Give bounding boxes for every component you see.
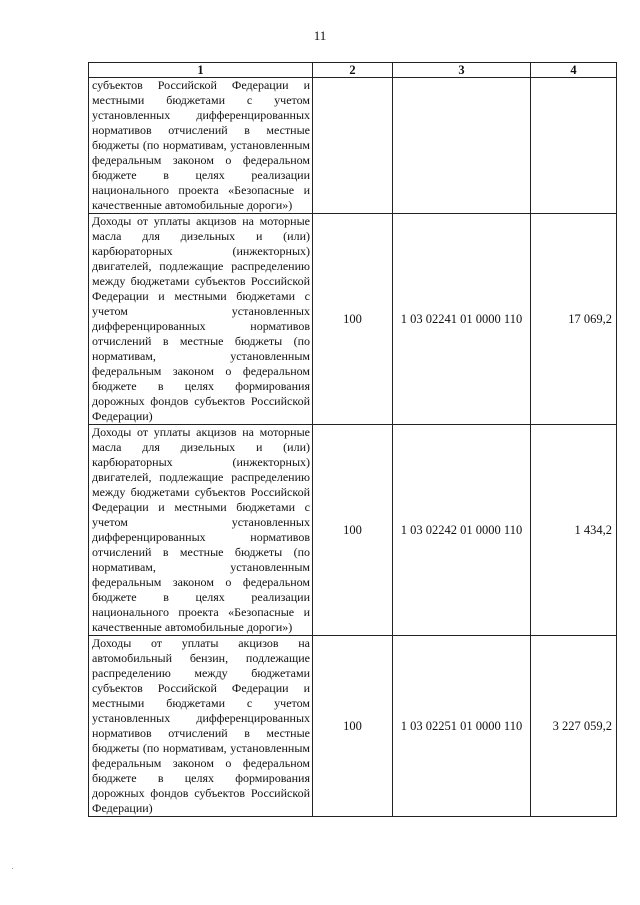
- page-number: 11: [313, 28, 327, 43]
- admin-code-cell: [313, 78, 393, 214]
- kbk-code-cell: 1 03 02251 01 0000 110: [393, 636, 531, 817]
- admin-code-cell: 100: [313, 214, 393, 425]
- table-row: [89, 636, 617, 817]
- revenue-description: субъектов Российской Федерации и местными бюджетами с учетом установленных дифференцированных нормативов отчислений в местные бюджеты (по нормативам, установленным федеральным законом о федеральном бюджете в целях реализации национального проекта «Безопасные и качественные автомобильные дороги»): [89, 78, 313, 214]
- column-header-1: 1: [89, 63, 313, 78]
- table-header-row: [89, 63, 617, 78]
- kbk-code-cell: 1 03 02242 01 0000 110: [393, 425, 531, 636]
- revenue-description: Доходы от уплаты акцизов на моторные масла для дизельных и (или) карбюраторных (инжекторных) двигателей, подлежащие распределению между бюджетами субъектов Российской Федерации и местными бюджетами с учетом установленных дифференцированных нормативов отчислений в местные бюджеты (по нормативам, установленным федеральным законом о федеральном бюджете в целях формирования дорожных фондов субъектов Российской Федерации): [89, 214, 313, 425]
- kbk-code-cell: 1 03 02241 01 0000 110: [393, 214, 531, 425]
- table-row: [89, 214, 617, 425]
- kbk-code-cell: [393, 78, 531, 214]
- table-row: [89, 78, 617, 214]
- table-row: [89, 425, 617, 636]
- amount-cell: [531, 78, 617, 214]
- column-header-4: 4: [531, 63, 617, 78]
- column-header-2: 2: [313, 63, 393, 78]
- amount-cell: 17 069,2: [531, 214, 617, 425]
- column-header-3: 3: [393, 63, 531, 78]
- amount-cell: 3 227 059,2: [531, 636, 617, 817]
- admin-code-cell: 100: [313, 636, 393, 817]
- amount-cell: 1 434,2: [531, 425, 617, 636]
- revenue-table: [88, 62, 617, 817]
- scan-speck: [12, 868, 13, 869]
- admin-code-cell: 100: [313, 425, 393, 636]
- revenue-description: Доходы от уплаты акцизов на автомобильный бензин, подлежащие распределению между бюджетами субъектов Российской Федерации и местными бюджетами с учетом установленных дифференцированных нормативов отчислений в местные бюджеты (по нормативам, установленным федеральным законом о федеральном бюджете в целях формирования дорожных фондов субъектов Российской Федерации): [89, 636, 313, 817]
- revenue-description: Доходы от уплаты акцизов на моторные масла для дизельных и (или) карбюраторных (инжекторных) двигателей, подлежащие распределению между бюджетами субъектов Российской Федерации и местными бюджетами с учетом установленных дифференцированных нормативов отчислений в местные бюджеты (по нормативам, установленным федеральным законом о федеральном бюджете в целях реализации национального проекта «Безопасные и качественные автомобильные дороги»): [89, 425, 313, 636]
